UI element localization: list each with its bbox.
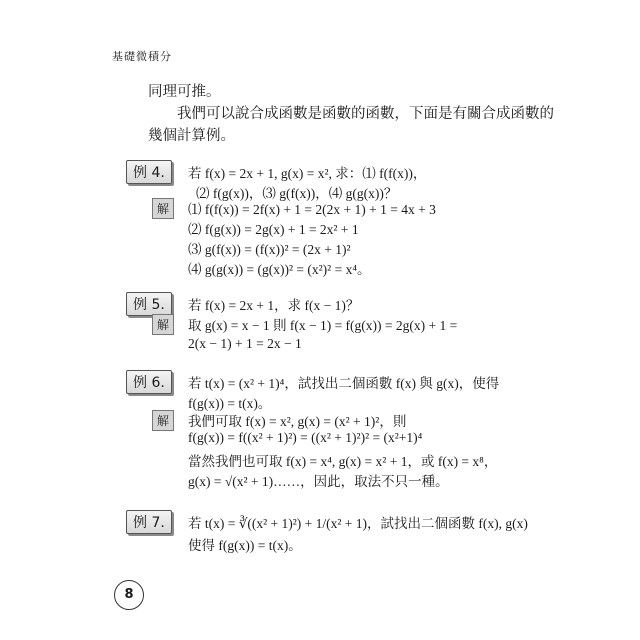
example-4-solution-1: ⑴ f(f(x)) = 2f(x) + 1 = 2(2x + 1) + 1 = 4x + 3 [188, 202, 436, 217]
example-7-label: 例 7. [126, 510, 172, 534]
intro-line-2: 我們可以說合成函數是函數的函數，下面是有關合成函數的 [177, 106, 554, 122]
example-5-solution-1: 取 g(x) = x − 1 則 f(x − 1) = f(g(x)) = 2g(x) + 1 = [188, 318, 458, 333]
example-5-label: 例 5. [126, 292, 172, 316]
example-6-question-2: f(g(x)) = t(x)。 [188, 396, 272, 411]
example-7-question-2: 使得 f(g(x)) = t(x)。 [188, 538, 302, 553]
example-4-solution-4: ⑷ g(g(x)) = (g(x))² = (x²)² = x⁴。 [188, 262, 371, 277]
example-4-solution-3: ⑶ g(f(x)) = (f(x))² = (2x + 1)² [188, 242, 351, 257]
example-6-solution-3: 當然我們也可取 f(x) = x⁴, g(x) = x² + 1，或 f(x) = x⁸， [188, 454, 498, 469]
example-6-question-1: 若 t(x) = (x² + 1)⁴，試找出二個函數 f(x) 與 g(x)，使得 [188, 376, 500, 391]
example-5-solution-label: 解 [152, 314, 174, 335]
example-5-question-1: 若 f(x) = 2x + 1，求 f(x − 1)？ [188, 298, 360, 313]
example-4-question-2: ⑵ f(g(x))，⑶ g(f(x))，⑷ g(g(x))？ [196, 186, 398, 201]
example-6-solution-4: g(x) = √(x² + 1)……，因此，取法不只一種。 [188, 474, 449, 489]
example-4-label: 例 4. [126, 160, 172, 184]
intro-line-3: 幾個計算例。 [148, 128, 235, 144]
example-6-label: 例 6. [126, 370, 172, 394]
page-number: 8 [114, 580, 144, 610]
example-6-solution-label: 解 [152, 410, 174, 431]
example-7-question-1: 若 t(x) = ∛((x² + 1)²) + 1/(x² + 1)，試找出二個函數 f(x), g(x) [188, 516, 528, 531]
example-6-solution-2: f(g(x)) = f((x² + 1)²) = ((x² + 1)²)² = (x²+1)⁴ [188, 430, 423, 445]
example-4-solution-2: ⑵ f(g(x)) = 2g(x) + 1 = 2x² + 1 [188, 222, 359, 237]
example-4-question-1: 若 f(x) = 2x + 1, g(x) = x², 求：⑴ f(f(x))， [188, 166, 427, 181]
intro-line-1: 同理可推。 [148, 84, 221, 100]
example-4-solution-label: 解 [152, 198, 174, 219]
example-5-solution-2: 2(x − 1) + 1 = 2x − 1 [188, 336, 302, 351]
example-6-solution-1: 我們可取 f(x) = x², g(x) = (x² + 1)²，則 [188, 414, 407, 429]
running-header: 基礎微積分 [112, 50, 172, 63]
